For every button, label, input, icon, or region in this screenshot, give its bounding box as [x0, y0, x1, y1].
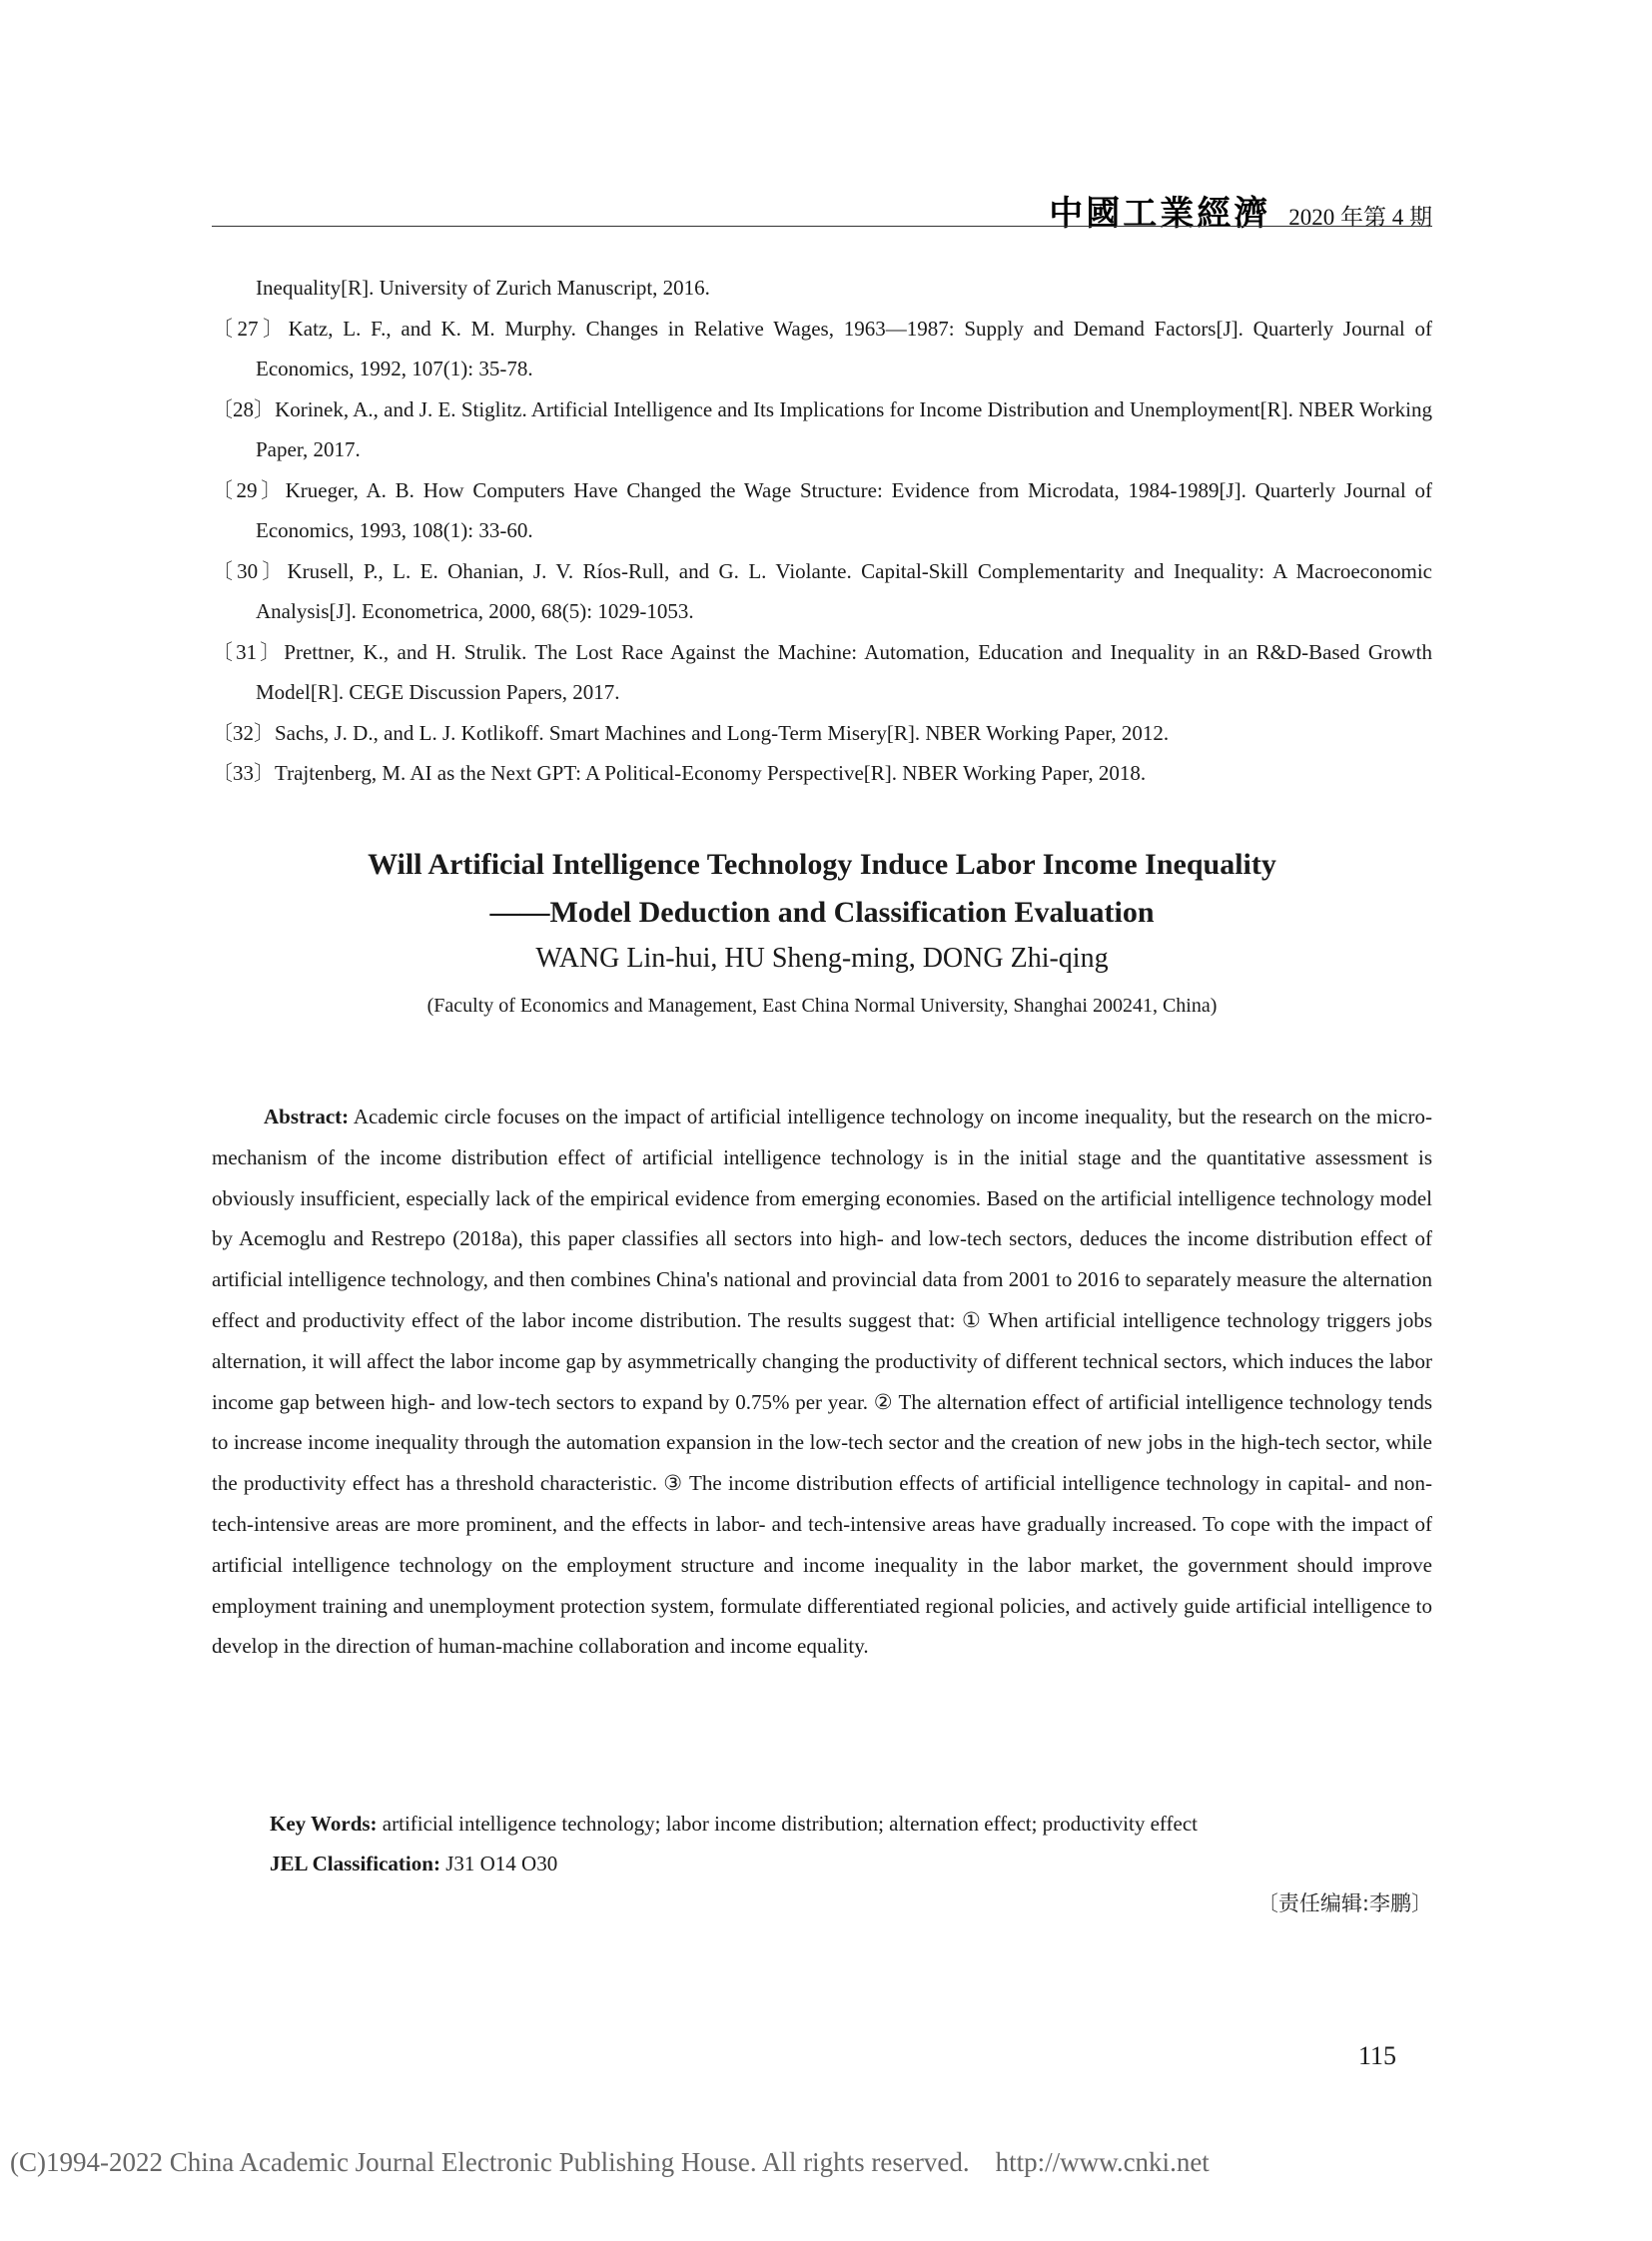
- copyright-footer: [10, 2147, 1210, 2178]
- reference-item: 〔31〕Prettner, K., and H. Strulik. The Lost Race Against the Machine: Automation, Education and Inequality in an R&D-Based Growth Model[R]. CEGE Discussion Papers, 2017.: [212, 639, 1432, 704]
- issue-label: 2020 年第 4 期: [1288, 205, 1432, 230]
- reference-list: [212, 268, 1432, 794]
- abstract-label: Abstract:: [264, 1105, 350, 1128]
- author-list: WANG Lin-hui, HU Sheng-ming, DONG Zhi-qing: [535, 943, 1109, 974]
- footer-url: http://www.cnki.net: [995, 2147, 1210, 2177]
- page-number: 115: [1358, 2041, 1397, 2070]
- reference-item: 〔30〕Krusell, P., L. E. Ohanian, J. V. Ríos-Rull, and G. L. Violante. Capital-Skill Complementarity and Inequality: A Macroeconomic Analysis[J]. Econometrica, 2000, 68(5): 1029-1053.: [212, 558, 1432, 623]
- jel-classification: [270, 1844, 1432, 1883]
- running-header: [212, 186, 1432, 235]
- copyright-text: (C)1994-2022 China Academic Journal Electronic Publishing House. All rights reserved.: [10, 2147, 970, 2177]
- jel-label: JEL Classification:: [270, 1852, 440, 1875]
- reference-item: 〔29〕Krueger, A. B. How Computers Have Changed the Wage Structure: Evidence from Microdata, 1984-1989[J]. Quarterly Journal of Economics, 1993, 108(1): 33-60.: [212, 477, 1432, 542]
- title-line: Will Artificial Intelligence Technology Induce Labor Income Inequality: [368, 848, 1276, 881]
- keywords: [270, 1804, 1432, 1844]
- keywords-label: Key Words:: [270, 1812, 378, 1836]
- reference-item: Inequality[R]. University of Zurich Manuscript, 2016.: [256, 276, 710, 300]
- abstract-text: Academic circle focuses on the impact of artificial intelligence technology on income inequality, but the research on the micro-mechanism of the income distribution effect of artificial intelligence technology is in the initial stage and the quantitative assessment is obviously insufficient, especially lack of the empirical evidence from emerging economies. Based on the artificial intelligence technology model by Acemoglu and Restrepo (2018a), this paper classifies all sectors into high- and low-tech sectors, deduces the income distribution effect of artificial intelligence technology, and then combines China's national and provincial data from 2001 to 2016 to separately measure the alternation effect and productivity effect of the labor income distribution. The results suggest that: ① When artificial intelligence technology triggers jobs alternation, it will affect the labor income gap by asymmetrically changing the productivity of different technical sectors, which induces the labor income gap between high- and low-tech sectors to expand by 0.75% per year. ② The alternation effect of artificial intelligence technology tends to increase income inequality through the automation expansion in the low-tech sector and the creation of new jobs in the high-tech sector, while the productivity effect has a threshold characteristic. ③ The income distribution effects of artificial intelligence technology in capital- and non-tech-intensive areas are more prominent, and the effects in labor- and tech-intensive areas have gradually increased. To cope with the impact of artificial intelligence technology on the employment structure and income inequality in the labor market, the government should improve employment training and unemployment protection system, formulate differentiated regional policies, and actively guide artificial intelligence to develop in the direction of human-machine collaboration and income equality.: [212, 1105, 1432, 1659]
- journal-name: 中國工業經濟: [1049, 194, 1271, 234]
- keywords-text: artificial intelligence technology; labor income distribution; alternation effect; productivity effect: [382, 1812, 1198, 1836]
- paper-title: [212, 841, 1432, 937]
- reference-item: 〔27〕Katz, L. F., and K. M. Murphy. Changes in Relative Wages, 1963—1987: Supply and Demand Factors[J]. Quarterly Journal of Economics, 1992, 107(1): 35-78.: [212, 316, 1432, 380]
- abstract: [212, 1097, 1432, 1667]
- header-rule: [212, 226, 1432, 227]
- reference-item: 〔28〕Korinek, A., and J. E. Stiglitz. Artificial Intelligence and Its Implications for Income Distribution and Unemployment[R]. NBER Working Paper, 2017.: [212, 396, 1432, 461]
- reference-item: 〔32〕Sachs, J. D., and L. J. Kotlikoff. Smart Machines and Long-Term Misery[R]. NBER Working Paper, 2012.: [212, 720, 1170, 745]
- reference-item: 〔33〕Trajtenberg, M. AI as the Next GPT: A Political-Economy Perspective[R]. NBER Working Paper, 2018.: [212, 761, 1147, 785]
- subtitle-line: ——Model Deduction and Classification Evaluation: [489, 896, 1155, 929]
- affiliation: (Faculty of Economics and Management, East China Normal University, Shanghai 200241, China): [426, 995, 1218, 1017]
- editor-note: 〔责任编辑:李鹏〕: [1256, 1891, 1432, 1915]
- jel-codes: J31 O14 O30: [445, 1852, 558, 1875]
